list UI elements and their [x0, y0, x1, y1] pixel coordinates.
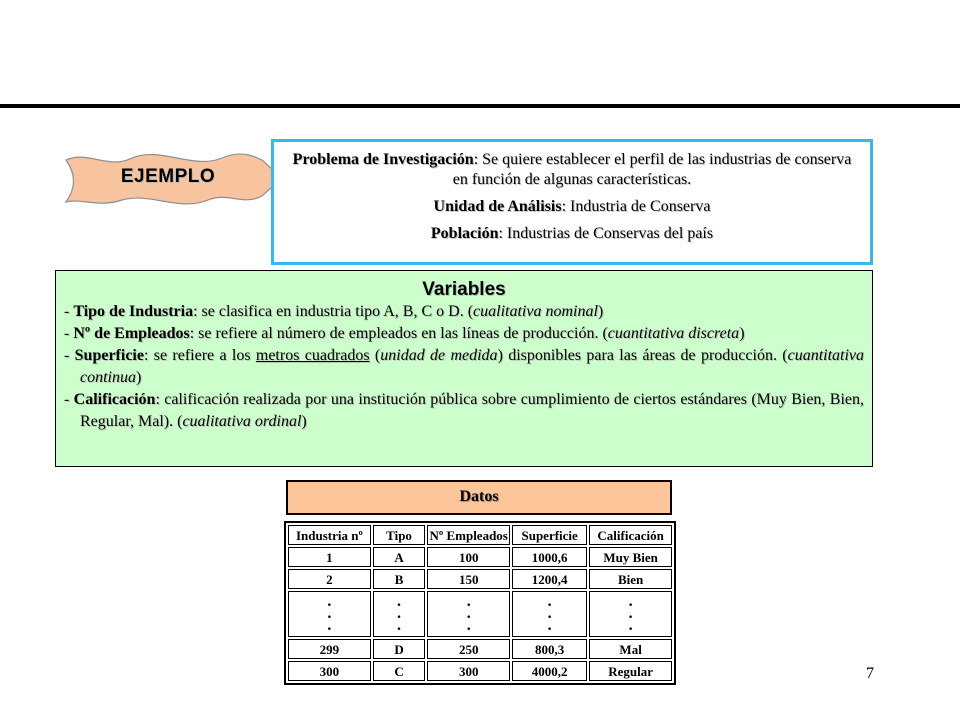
- header-calificacion: Calificación: [589, 525, 672, 545]
- table-cell: 300: [288, 661, 371, 681]
- table-cell: 250: [427, 639, 510, 659]
- data-table: [284, 521, 676, 685]
- variables-title: Variables: [422, 279, 506, 300]
- table-cell: A: [373, 547, 426, 567]
- table-cell-ellipsis: . . .: [512, 591, 587, 637]
- table-cell: 1200,4: [512, 569, 587, 589]
- page-number: 7: [866, 665, 874, 682]
- table-header-row: [288, 525, 672, 545]
- table-cell: 800,3: [512, 639, 587, 659]
- top-rule: [0, 104, 960, 108]
- variable-item-superficie: - Superficie: se refiere a los metros cuadrados (unidad de medida) disponibles para las áreas de producción. (cuantitativa continua): [64, 347, 865, 386]
- table-cell: Regular: [589, 661, 672, 681]
- table-cell: Bien: [589, 569, 672, 589]
- variable-item-tipo: - Tipo de Industria: se clasifica en industria tipo A, B, C o D. (cualitativa nominal): [64, 303, 604, 320]
- table-cell: 1000,6: [512, 547, 587, 567]
- research-problem-box: [271, 139, 873, 265]
- table-cell-ellipsis: . . .: [589, 591, 672, 637]
- table-cell: 2: [288, 569, 371, 589]
- ejemplo-label: EJEMPLO: [120, 166, 216, 187]
- table-row: [288, 661, 672, 681]
- research-problem-description: : Se quiere establecer el perfil de las industrias de conserva en función de algunas características.: [452, 151, 852, 188]
- table-cell: 299: [288, 639, 371, 659]
- header-industria: Industria nº: [288, 525, 371, 545]
- research-problem-label: Problema de Investigación: [292, 151, 474, 168]
- table-cell: 150: [427, 569, 510, 589]
- variables-box: [55, 270, 873, 467]
- table-cell: D: [373, 639, 426, 659]
- table-cell: B: [373, 569, 426, 589]
- population-text: [284, 224, 860, 244]
- table-cell: 300: [427, 661, 510, 681]
- header-tipo: Tipo: [373, 525, 426, 545]
- table-cell: 1: [288, 547, 371, 567]
- table-row: [288, 569, 672, 589]
- table-row: [288, 639, 672, 659]
- table-cell: C: [373, 661, 426, 681]
- table-cell: Mal: [589, 639, 672, 659]
- variable-item-calificacion: - Calificación: calificación realizada por una institución pública sobre cumplimiento de ciertos estándares (Muy Bien, Bien, Regular, Mal). (cualitativa ordinal): [64, 391, 864, 430]
- analysis-unit-text: [284, 197, 860, 217]
- header-superficie: Superficie: [512, 525, 587, 545]
- table-cell-ellipsis: . . .: [427, 591, 510, 637]
- analysis-unit-label: Unidad de Análisis: [433, 198, 562, 215]
- datos-label-box: Datos: [286, 480, 672, 515]
- header-empleados: Nº Empleados: [427, 525, 510, 545]
- variable-item-empleados: - Nº de Empleados: se refiere al número de empleados en las líneas de producción. (cuantitativa discreta): [64, 325, 745, 342]
- table-cell-ellipsis: . . .: [288, 591, 371, 637]
- table-cell: 4000,2: [512, 661, 587, 681]
- table-cell-ellipsis: . . .: [373, 591, 426, 637]
- research-problem-text: [284, 150, 860, 190]
- table-ellipsis-row: [288, 591, 672, 637]
- table-cell: 100: [427, 547, 510, 567]
- population-value: : Industrias de Conservas del país: [498, 225, 714, 242]
- table-row: [288, 547, 672, 567]
- analysis-unit-value: : Industria de Conserva: [561, 198, 711, 215]
- table-cell: Muy Bien: [589, 547, 672, 567]
- population-label: Población: [430, 225, 499, 242]
